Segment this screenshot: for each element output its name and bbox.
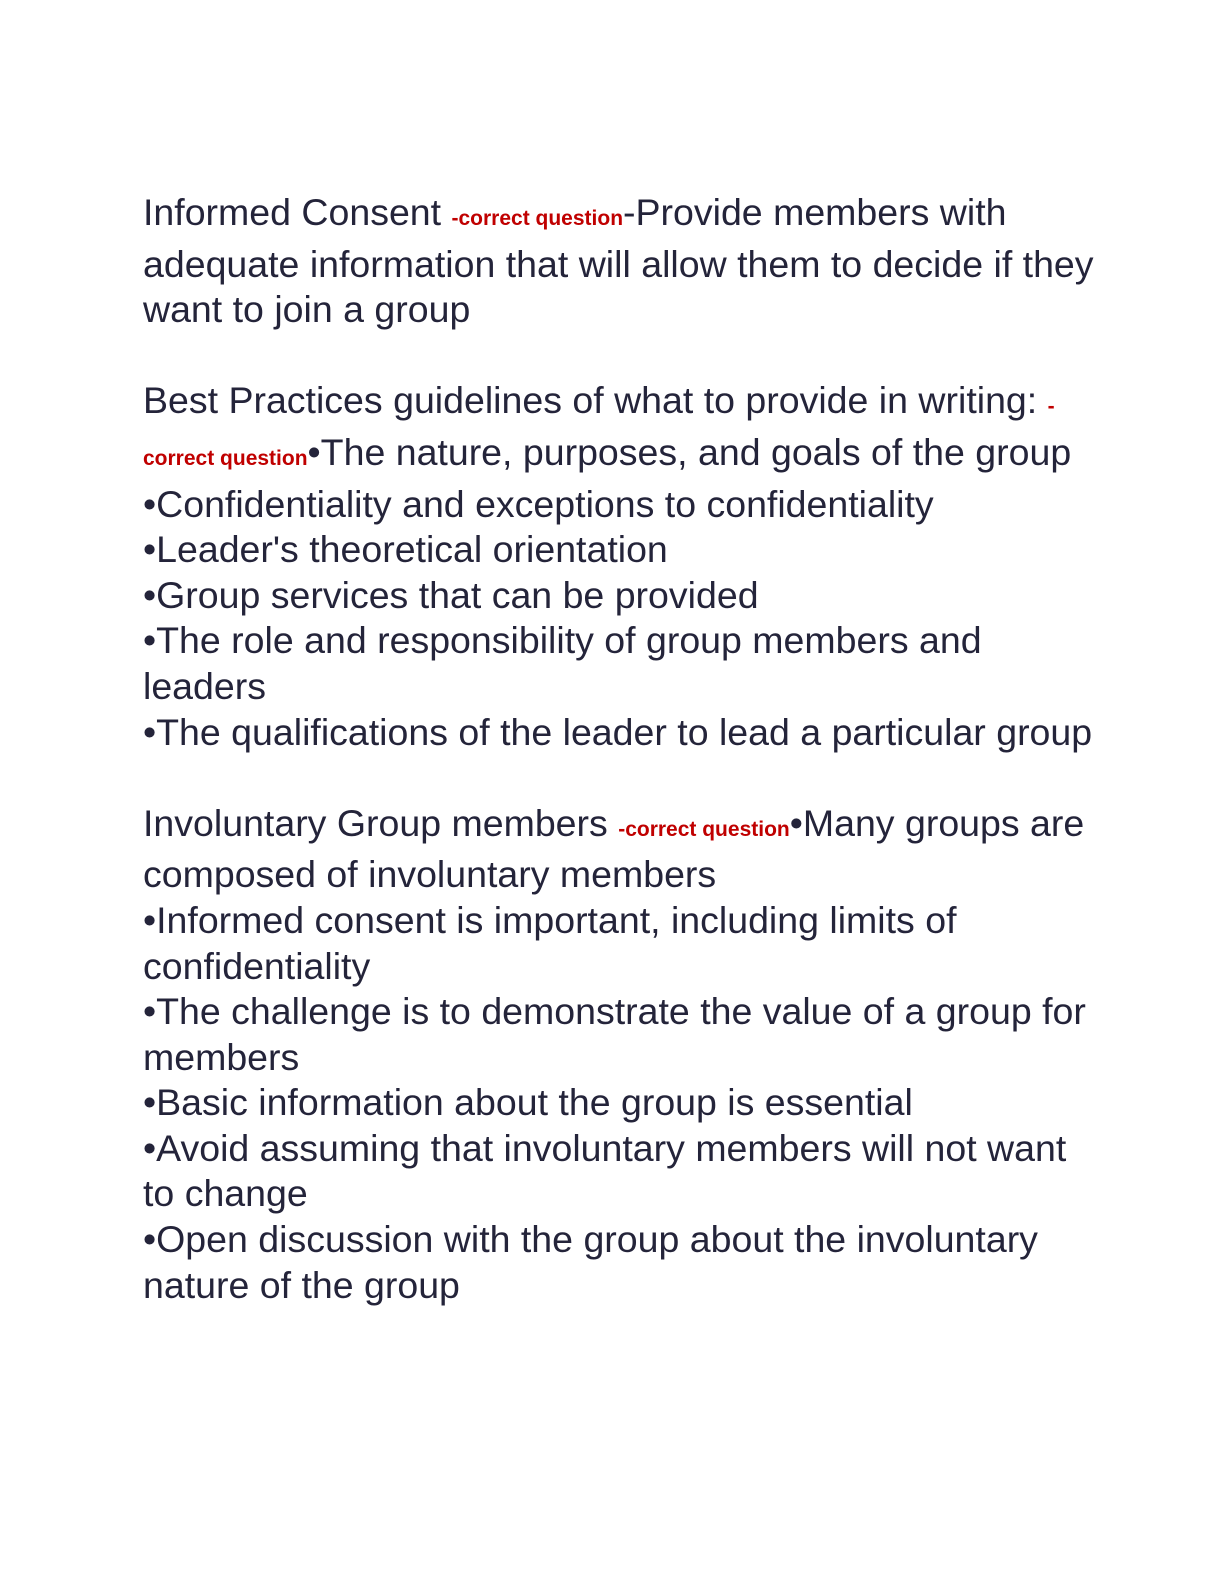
bullet-item: •Confidentiality and exceptions to confidentiality <box>143 482 934 525</box>
bullet-item: •The challenge is to demonstrate the value of a group for members <box>143 990 1086 1078</box>
correct-question-tag: -correct question <box>143 395 1055 470</box>
term: Informed Consent <box>143 191 442 233</box>
answer: -Provide members with adequate information that will allow them to decide if they want to join a group <box>143 191 1094 331</box>
paragraph-gap <box>143 755 1103 801</box>
document-content <box>143 190 1103 1308</box>
bullet-item: •Basic information about the group is essential <box>143 1081 913 1124</box>
bullet-item: •Open discussion with the group about the involuntary nature of the group <box>143 1218 1038 1306</box>
answer: •Many groups are composed of involuntary members <box>143 801 1085 896</box>
question-line <box>143 801 1103 898</box>
bullet-item: •Group services that can be provided <box>143 573 759 616</box>
term: Involuntary Group members <box>143 801 608 844</box>
correct-question-tag: -correct question <box>618 817 790 841</box>
question-line <box>143 378 1103 481</box>
bullet-item: •Leader's theoretical orientation <box>143 528 668 571</box>
section-best-practices <box>143 378 1103 755</box>
bullet-item: •Informed consent is important, including limits of confidentiality <box>143 898 957 987</box>
paragraph-gap <box>143 333 1103 379</box>
bullet-item: •The role and responsibility of group members and leaders <box>143 619 982 707</box>
answer: •The nature, purposes, and goals of the group <box>307 430 1072 473</box>
section-involuntary-members <box>143 801 1103 1309</box>
section-informed-consent <box>143 190 1103 333</box>
term: Best Practices guidelines of what to provide in writing: <box>143 379 1038 422</box>
bullet-item: •The qualifications of the leader to lead a particular group <box>143 710 1093 753</box>
correct-question-tag: -correct question <box>451 207 624 230</box>
bullet-item: •Avoid assuming that involuntary members will not want to change <box>143 1126 1067 1215</box>
